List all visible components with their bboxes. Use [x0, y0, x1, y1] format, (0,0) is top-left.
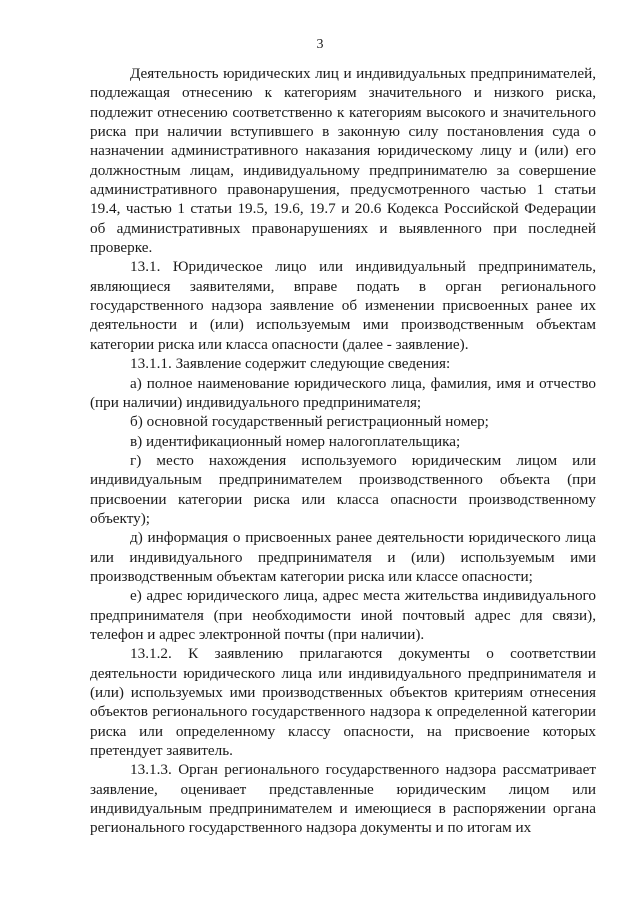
list-item-a: а) полное наименование юридического лица, фамилия, имя и отчество (при наличии) индивидуального предпринимателя;: [90, 374, 596, 411]
paragraph-risk-category-assignment: Деятельность юридических лиц и индивидуальных предпринимателей, подлежащая отнесению к категориям значительного и низкого риска, подлежит отнесению соответственно к категориям высокого и значительного риска при наличии вступившего в законную силу постановления суда о назначении административного наказания юридическому лицу и (или) его должностным лицам, индивидуальному предпринимателю за совершение административного правонарушения, предусмотренного частью 1 статьи 19.4, частью 1 статьи 19.5, 19.6, 19.7 и 20.6 Кодекса Российской Федерации об административных правонарушениях и выявленного при последней проверке.: [90, 65, 596, 257]
page-number: 3: [316, 37, 324, 52]
list-item-e: е) адрес юридического лица, адрес места жительства индивидуального предпринимателя (при необходимости иной почтовый адрес для связи), телефон и адрес электронной почты (при наличии).: [90, 587, 596, 643]
list-item-b: б) основной государственный регистрационный номер;: [130, 413, 489, 431]
paragraph-13-1-3: 13.1.3. Орган регионального государственного надзора рассматривает заявление, оценивает представленные юридическим лицом или индивидуальным предпринимателем и имеющиеся в распоряжении органа регионального государственного надзора документы и по итогам их: [90, 761, 596, 837]
paragraph-13-1: 13.1. Юридическое лицо или индивидуальный предприниматель, являющиеся заявителями, вправе подать в орган регионального государственного надзора заявление об изменении присвоенных ранее их деятельности и (или) используемым ими производственным объектам категории риска или класса опасности (далее - заявление).: [90, 258, 596, 353]
list-item-v: в) идентификационный номер налогоплательщика;: [130, 432, 461, 450]
paragraph-13-1-2: 13.1.2. К заявлению прилагаются документы о соответствии деятельности юридического лица или индивидуального предпринимателя и (или) используемых ими производственных объектов критериям отнесения объектов регионального государственного надзора к определенной категории риска или определенному классу опасности, на присвоение которых претендует заявитель.: [90, 645, 596, 760]
list-item-g: г) место нахождения используемого юридическим лицом или индивидуальным предпринимателем производственного объекта (при присвоении категории риска или класса опасности производственному объекту);: [90, 451, 596, 527]
paragraph-13-1-1: 13.1.1. Заявление содержит следующие сведения:: [130, 355, 451, 373]
list-item-d: д) информация о присвоенных ранее деятельности юридического лица или индивидуального предпринимателя и (или) используемым ими производственным объектам категории риска или классе опасности;: [90, 529, 596, 585]
document-body: [90, 64, 596, 838]
